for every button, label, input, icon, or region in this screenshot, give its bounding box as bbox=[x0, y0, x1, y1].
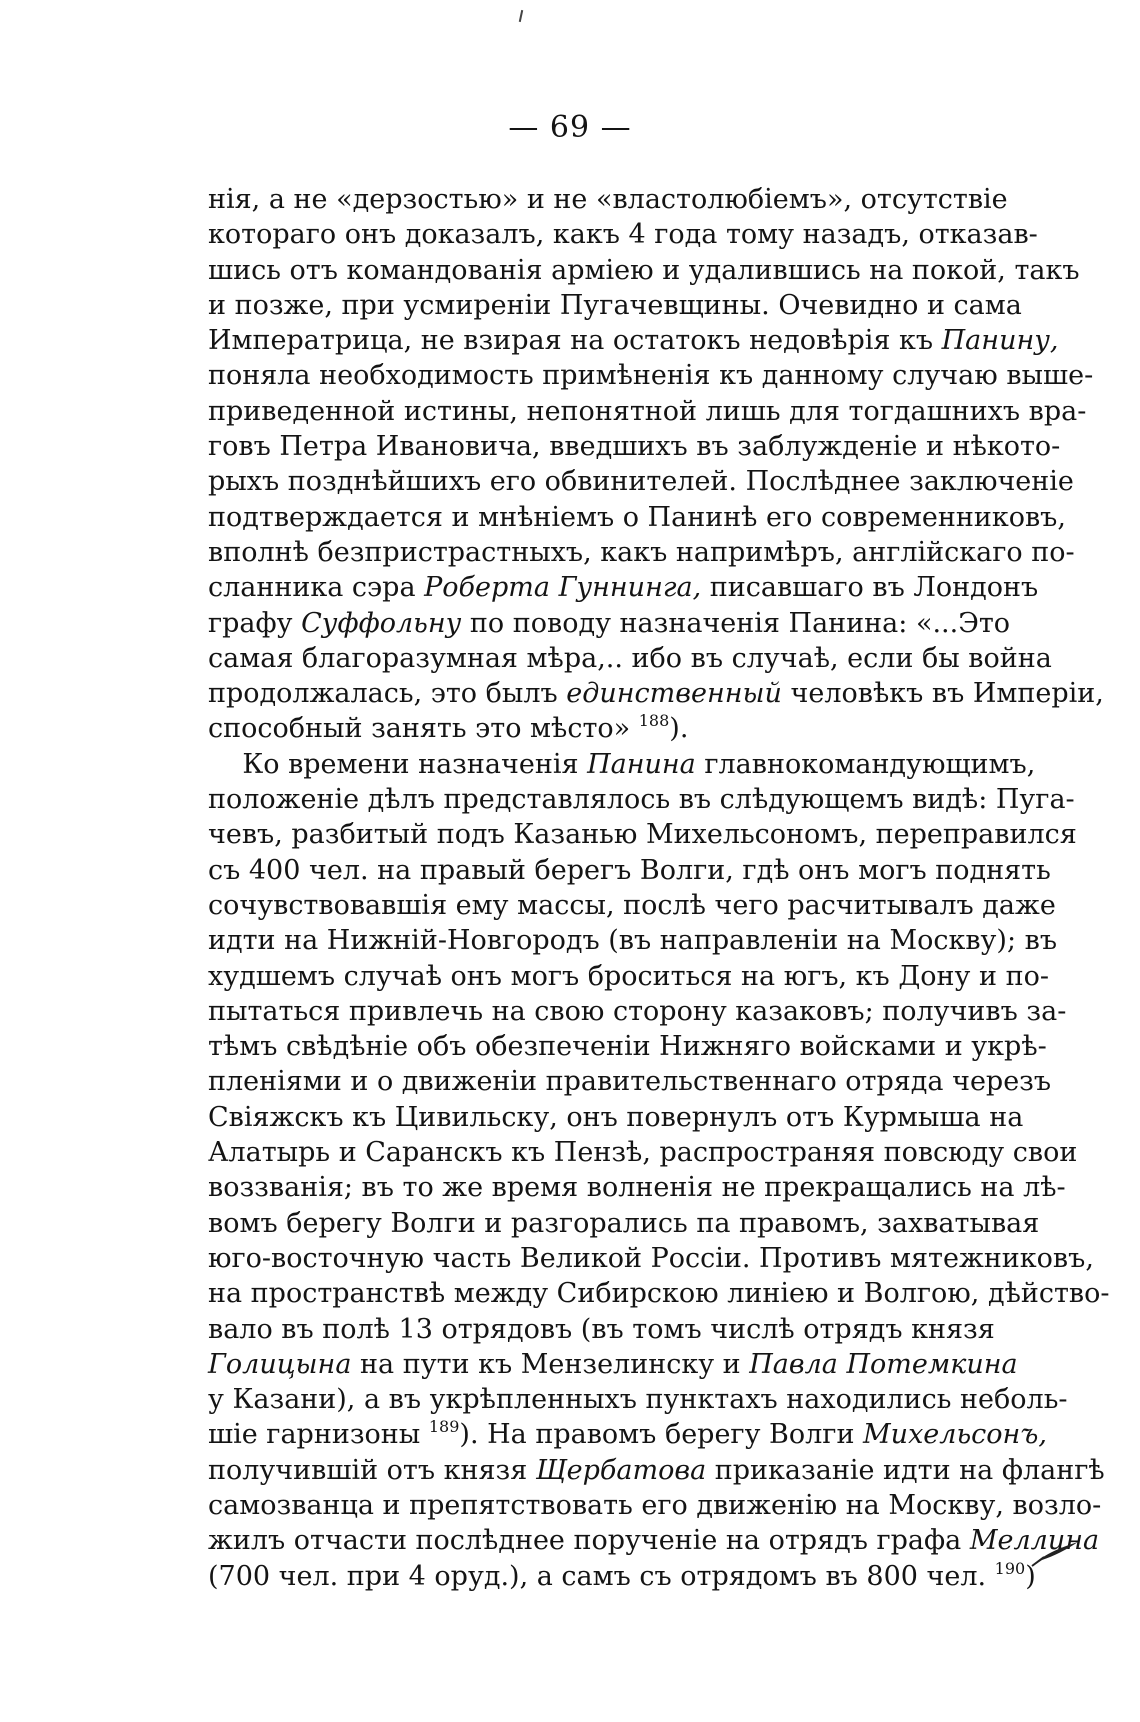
text-line bbox=[208, 464, 1074, 499]
quill-mark-icon bbox=[1030, 1540, 1080, 1568]
text-line bbox=[208, 782, 1075, 817]
text-segment: и позже, при усмиреніи Пугачевщины. Очевидно и сама bbox=[208, 289, 1022, 321]
text-segment: самозванца и препятствовать его движенію на Москву, возло- bbox=[208, 1489, 1102, 1521]
text-segment: вомъ берегу Волги и разгорались па правомъ, захватывая bbox=[208, 1207, 1040, 1239]
text-line bbox=[208, 1276, 1110, 1311]
text-segment: пленіями и о движеніи правительственнаго отряда черезъ bbox=[208, 1066, 1052, 1098]
text-line bbox=[208, 1523, 1100, 1558]
text-line bbox=[208, 1312, 995, 1347]
text-line bbox=[208, 182, 1008, 217]
text-line bbox=[208, 1029, 1047, 1064]
text-line bbox=[208, 1453, 1105, 1488]
italic-name: Щербатова bbox=[535, 1454, 707, 1486]
text-line bbox=[208, 535, 1075, 570]
italic-name: Суффольну bbox=[301, 607, 462, 639]
text-segment: по поводу назначенія Панина: «...Это bbox=[461, 607, 1011, 639]
text-line bbox=[208, 429, 1061, 464]
text-segment: Ко времени назначенія bbox=[208, 748, 588, 780]
text-line bbox=[208, 570, 1039, 605]
text-line bbox=[208, 747, 1036, 782]
text-segment: Алатырь и Саранскъ къ Пензѣ, распространяя повсюду свои bbox=[208, 1137, 1078, 1169]
text-segment: на пространствѣ между Сибирскою линіею и Волгою, дѣйство- bbox=[208, 1278, 1110, 1310]
text-segment: нія, а не «дерзостью» и не «властолюбіемъ», отсутствіе bbox=[208, 184, 1008, 215]
text-segment: способный занять это мѣсто» bbox=[208, 713, 639, 745]
text-line bbox=[208, 358, 1094, 393]
text-line bbox=[208, 1488, 1102, 1523]
italic-name: единственный bbox=[566, 678, 782, 710]
text-segment: приведенной истины, непонятной лишь для тогдашнихъ вра- bbox=[208, 395, 1087, 427]
text-line bbox=[208, 888, 1056, 923]
text-segment: Императрица, не взирая на остатокъ недовѣрія къ bbox=[208, 325, 942, 357]
text-line bbox=[208, 288, 1022, 323]
text-line bbox=[208, 1347, 1018, 1382]
text-segment: сланника сэра bbox=[208, 572, 425, 604]
text-line bbox=[208, 923, 1058, 958]
text-segment: котораго онъ доказалъ, какъ 4 года тому назадъ, отказав- bbox=[208, 219, 1038, 251]
footnote-ref: 190 bbox=[994, 1558, 1026, 1578]
text-segment: (700 чел. при 4 оруд.), а самъ съ отрядомъ въ 800 чел. bbox=[208, 1560, 995, 1592]
text-segment: на пути къ Мензелинску и bbox=[351, 1348, 750, 1380]
text-line bbox=[208, 1206, 1040, 1241]
text-segment: писавшаго въ Лондонъ bbox=[701, 572, 1039, 604]
text-segment: получившій отъ князя bbox=[208, 1454, 536, 1486]
text-line bbox=[208, 1135, 1078, 1170]
footnote-ref: 188 bbox=[638, 711, 670, 731]
text-line bbox=[208, 853, 1051, 888]
text-segment: вало въ полѣ 13 отрядовъ (въ томъ числѣ отрядъ князя bbox=[208, 1313, 995, 1345]
text-segment: положеніе дѣлъ представлялось въ слѣдующемъ видѣ: Пуга- bbox=[208, 784, 1075, 816]
text-segment: ). На правомъ берегу Волги bbox=[459, 1419, 864, 1451]
text-segment: графу bbox=[208, 607, 302, 639]
text-segment: главнокомандующимъ, bbox=[695, 748, 1036, 780]
text-line bbox=[208, 500, 1066, 535]
text-line bbox=[208, 1558, 1036, 1594]
text-segment: рыхъ позднѣйшихъ его обвинителей. Послѣднее заключеніе bbox=[208, 466, 1074, 498]
text-segment: человѣкъ въ Имперіи, bbox=[781, 678, 1104, 710]
text-segment: сочувствовавшія ему массы, послѣ чего расчитывалъ даже bbox=[208, 889, 1056, 921]
text-line bbox=[208, 1064, 1052, 1099]
text-line bbox=[208, 959, 1049, 994]
text-line bbox=[208, 817, 1077, 852]
text-segment: идти на Нижній-Новгородъ (въ направленіи на Москву); въ bbox=[208, 925, 1058, 957]
text-segment: воззванія; въ то же время волненія не прекращались на лѣ- bbox=[208, 1172, 1066, 1204]
text-segment: поняла необходимость примѣненія къ данному случаю выше- bbox=[208, 360, 1094, 392]
text-segment: шись отъ командованія арміею и удалившись на покой, такъ bbox=[208, 254, 1080, 286]
text-line bbox=[208, 253, 1080, 288]
text-segment: чевъ, разбитый подъ Казанью Михельсономъ, переправился bbox=[208, 819, 1077, 851]
text-line bbox=[208, 1417, 1047, 1452]
text-line bbox=[208, 1382, 1068, 1417]
text-segment: съ 400 чел. на правый берегъ Волги, гдѣ онъ могъ поднять bbox=[208, 854, 1051, 886]
text-line bbox=[208, 641, 1052, 676]
text-segment: пытаться привлечь на свою сторону казаковъ; получивъ за- bbox=[208, 995, 1067, 1027]
text-line bbox=[208, 217, 1038, 252]
italic-name: Панину, bbox=[941, 325, 1059, 357]
text-line bbox=[208, 394, 1087, 429]
text-line bbox=[208, 1241, 1094, 1276]
italic-name: Меллина bbox=[969, 1525, 1100, 1557]
text-segment: подтверждается и мнѣніемъ о Панинѣ его современниковъ, bbox=[208, 501, 1066, 533]
text-segment: приказаніе идти на флангѣ bbox=[706, 1454, 1105, 1486]
text-segment: ). bbox=[669, 713, 689, 745]
italic-name: Михельсонъ, bbox=[863, 1419, 1047, 1451]
text-segment: жилъ отчасти послѣднее порученіе на отрядъ графа bbox=[208, 1525, 970, 1557]
body-text bbox=[208, 182, 1110, 1594]
text-segment: юго-восточную часть Великой Россіи. Противъ мятежниковъ, bbox=[208, 1242, 1094, 1274]
text-line bbox=[208, 323, 1059, 358]
text-segment: вполнѣ безпристрастныхъ, какъ напримѣръ, англійскаго по- bbox=[208, 536, 1075, 568]
text-segment: у Казани), а въ укрѣпленныхъ пунктахъ находились неболь- bbox=[208, 1384, 1068, 1416]
italic-name: Голицына bbox=[208, 1348, 352, 1380]
page-number: — 69 — bbox=[508, 110, 632, 145]
text-line bbox=[208, 1170, 1066, 1205]
text-line bbox=[208, 676, 1104, 711]
text-segment: ) bbox=[1025, 1560, 1036, 1592]
italic-name: Роберта Гуннинга, bbox=[424, 572, 702, 604]
footnote-ref: 189 bbox=[428, 1417, 460, 1437]
text-line bbox=[208, 1100, 1024, 1135]
text-segment: самая благоразумная мѣра,.. ибо въ случаѣ, если бы война bbox=[208, 642, 1052, 674]
italic-name: Павла Потемкина bbox=[749, 1348, 1018, 1380]
text-segment: говъ Петра Ивановича, введшихъ въ заблужденіе и нѣкото- bbox=[208, 431, 1061, 463]
italic-name: Панина bbox=[587, 748, 696, 780]
text-segment: Свіяжскъ къ Цивильску, онъ повернулъ отъ Курмыша на bbox=[208, 1101, 1024, 1133]
text-segment: тѣмъ свѣдѣніе объ обезпеченіи Нижняго войсками и укрѣ- bbox=[208, 1031, 1047, 1063]
text-segment: продолжалась, это былъ bbox=[208, 678, 567, 710]
text-line bbox=[208, 711, 983, 746]
text-segment: шіе гарнизоны bbox=[208, 1419, 429, 1451]
text-line bbox=[208, 606, 1011, 641]
ink-mark bbox=[519, 10, 523, 22]
text-segment: худшемъ случаѣ онъ могъ броситься на югъ, къ Дону и по- bbox=[208, 960, 1049, 992]
text-line bbox=[208, 994, 1067, 1029]
